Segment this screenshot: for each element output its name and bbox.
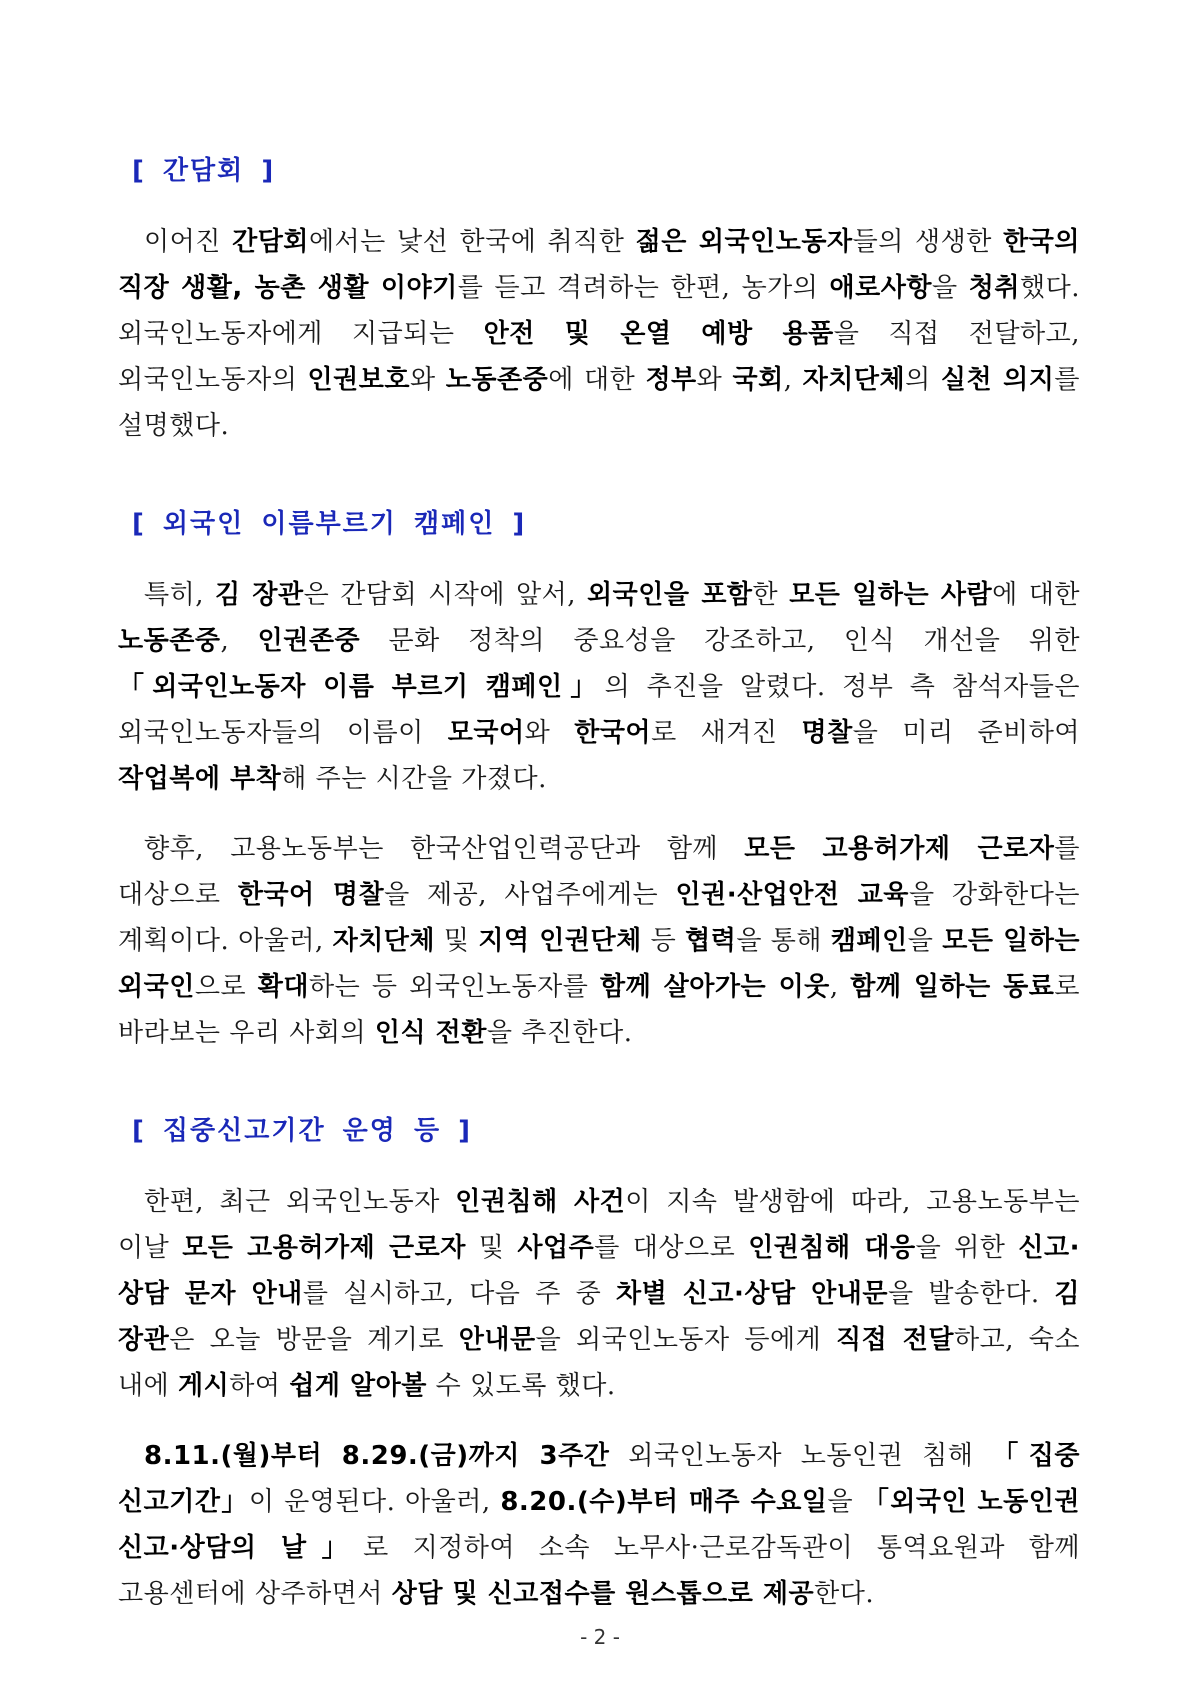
text-run: 문화 정착의 중요성을 강조하고, 인식 개선을 위한 [360, 626, 1080, 656]
text-run: 를 실시하고, 다음 주 중 [302, 1279, 616, 1309]
bold-text-run: 인권·산업안전 교육 [675, 880, 909, 910]
text-run: 이 지속 발생함에 따라, 고용노동부는 이날 [118, 1187, 1080, 1263]
bold-text-run: 한국어 [574, 718, 652, 748]
text-run: 와 [409, 365, 446, 395]
bold-text-run: 한국의 직장 생활, 농촌 생활 이야기 [118, 227, 1080, 303]
bold-text-run: 자치단체 [802, 365, 906, 395]
text-run: 를 대상으로 [118, 834, 1080, 910]
paragraph [118, 1433, 1080, 1617]
text-run: 와 [524, 718, 575, 748]
bold-text-run: 협력 [685, 926, 737, 956]
text-run: 및 [465, 1233, 518, 1263]
text-run: 에 대한 [992, 580, 1080, 610]
text-run: 에 대한 [548, 365, 646, 395]
text-run: 한다. [814, 1579, 875, 1609]
text-run: 을 통해 [736, 926, 831, 956]
bold-text-run: 국회 [732, 365, 784, 395]
bold-text-run: 한국어 명찰 [237, 880, 385, 910]
text-run: 외국인노동자 노동인권 침해 [609, 1441, 993, 1471]
section-meeting [118, 150, 1080, 449]
bold-text-run: 정부 [645, 365, 697, 395]
bold-text-run: 작업복에 부착 [118, 764, 282, 794]
bold-text-run: 인권보호 [307, 365, 410, 395]
bold-text-run: 게시 [178, 1371, 230, 1401]
bold-text-run: 애로사항 [829, 273, 933, 303]
text-run: 의 추진을 알렸다. 정부 측 참석자들은 외국인노동자들의 이름이 [118, 672, 1080, 748]
bold-text-run: 함께 살아가는 이웃 [600, 972, 830, 1002]
text-run: , [220, 626, 258, 656]
bold-text-run: 「집중 신고기간」 [118, 1441, 1081, 1517]
bold-text-run: 노동존중 [445, 365, 549, 395]
text-run: 을 외국인노동자 등에게 [535, 1325, 836, 1355]
text-run: 로 지정하여 소속 노무사·근로감독관이 통역요원과 함께 고용센터에 상주하면서 [118, 1533, 1080, 1609]
text-run: 을 제공, 사업주에게는 [384, 880, 676, 910]
bold-text-run: 8.20.(수)부터 매주 수요일 [500, 1487, 828, 1517]
bold-text-run: 젊은 외국인노동자 [635, 227, 853, 257]
bold-text-run: 안내문 [458, 1325, 536, 1355]
text-run: 하는 등 외국인노동자를 [308, 972, 601, 1002]
paragraph [118, 826, 1080, 1056]
bold-text-run: 노동존중 [118, 626, 221, 656]
text-run: 로 바라보는 우리 사회의 [118, 972, 1080, 1048]
text-run: 로 새겨진 [651, 718, 802, 748]
bold-text-run: 상담 및 신고접수를 원스톱으로 제공 [391, 1579, 815, 1609]
paragraph [118, 219, 1080, 449]
bold-text-run: 모국어 [447, 718, 525, 748]
bold-text-run: 「외국인노동자 이름 부르기 캠페인」 [118, 672, 605, 702]
text-run: 한편, 최근 외국인노동자 [144, 1187, 456, 1217]
text-run: 특히, [144, 580, 216, 610]
bold-text-run: 청취 [968, 273, 1020, 303]
text-run: 으로 [194, 972, 258, 1002]
bold-text-run: 함께 일하는 동료 [850, 972, 1055, 1002]
bold-text-run: 8.11.(월)부터 8.29.(금)까지 3주간 [144, 1441, 610, 1471]
text-run: 수 있도록 했다. [426, 1371, 616, 1401]
bold-text-run: 확대 [257, 972, 309, 1002]
bold-text-run: 김 장관 [118, 1279, 1080, 1355]
text-run: 및 [435, 926, 479, 956]
text-run: 하고, 숙소 내에 [118, 1325, 1080, 1401]
text-run: 에서는 낯선 한국에 취직한 [308, 227, 636, 257]
text-run: 을 발송한다. [887, 1279, 1055, 1309]
bold-text-run: 모든 일하는 외국인 [118, 926, 1080, 1002]
section-name-campaign [118, 503, 1080, 1056]
bold-text-run: 지역 인권단체 [478, 926, 642, 956]
text-run: , [829, 972, 851, 1002]
text-run: 했다. 외국인노동자에게 지급되는 [118, 273, 1080, 349]
bold-text-run: 신고·상담 문자 안내 [118, 1233, 1080, 1309]
text-run: 를 듣고 격려하는 한편, 농가의 [457, 273, 830, 303]
bold-text-run: 캠페인 [830, 926, 908, 956]
text-run: 을 위한 [915, 1233, 1019, 1263]
bold-text-run: 차별 신고·상담 안내문 [615, 1279, 888, 1309]
text-run: 을 [932, 273, 969, 303]
text-run: 등 [641, 926, 686, 956]
bold-text-run: 인식 전환 [374, 1018, 487, 1048]
section-heading: [ 간담회 ] [132, 156, 276, 186]
bold-text-run: 인권침해 대응 [748, 1233, 916, 1263]
bold-text-run: 모든 고용허가제 근로자 [744, 834, 1055, 864]
text-run: 을 미리 준비하여 [852, 718, 1081, 748]
text-run: 이어진 [144, 227, 233, 257]
section-report-period [118, 1110, 1080, 1617]
text-run: 하여 [229, 1371, 290, 1401]
section-heading: [ 집중신고기간 운영 등 ] [132, 1116, 473, 1146]
paragraph [118, 572, 1080, 802]
bold-text-run: 사업주 [517, 1233, 595, 1263]
bold-text-run: 자치단체 [332, 926, 436, 956]
bold-text-run: 인권존중 [257, 626, 361, 656]
text-run: 와 [696, 365, 733, 395]
text-run: 한 [752, 580, 790, 610]
section-heading: [ 외국인 이름부르기 캠페인 ] [132, 509, 527, 539]
text-run: 을 추진한다. [486, 1018, 633, 1048]
bold-text-run: 외국인을 포함 [587, 580, 753, 610]
text-run: 을 직접 전달하고, 외국인노동자의 [118, 319, 1081, 395]
bold-text-run: 「외국인 노동인권 신고·상담의 날」 [118, 1487, 1081, 1563]
text-run: 을 [827, 1487, 863, 1517]
text-run: 이 운영된다. 아울러, [248, 1487, 501, 1517]
text-run: 을 [907, 926, 943, 956]
bold-text-run: 실천 의지 [940, 365, 1055, 395]
text-run: 은 오늘 방문을 계기로 [169, 1325, 459, 1355]
text-run: 의 [905, 365, 941, 395]
bold-text-run: 인권침해 사건 [455, 1187, 626, 1217]
bold-text-run: 안전 및 온열 예방 용품 [483, 319, 834, 349]
text-run: 을 강화한다는 계획이다. 아울러, [118, 880, 1080, 956]
text-run: 은 간담회 시작에 앞서, [303, 580, 588, 610]
text-run: 를 설명했다. [118, 365, 1080, 441]
bold-text-run: 모든 고용허가제 근로자 [182, 1233, 466, 1263]
bold-text-run: 쉽게 알아볼 [289, 1371, 427, 1401]
text-run: 해 주는 시간을 가졌다. [281, 764, 547, 794]
bold-text-run: 김 장관 [215, 580, 304, 610]
text-run: 들의 생생한 [852, 227, 1004, 257]
bold-text-run: 직접 전달 [836, 1325, 954, 1355]
page-number: - 2 - [580, 1625, 620, 1649]
text-run: , [783, 365, 803, 395]
bold-text-run: 모든 일하는 사람 [789, 580, 993, 610]
bold-text-run: 간담회 [232, 227, 309, 257]
bold-text-run: 명찰 [801, 718, 853, 748]
paragraph [118, 1179, 1080, 1409]
text-run: 를 대상으로 [594, 1233, 749, 1263]
text-run: 향후, 고용노동부는 한국산업인력공단과 함께 [144, 834, 745, 864]
